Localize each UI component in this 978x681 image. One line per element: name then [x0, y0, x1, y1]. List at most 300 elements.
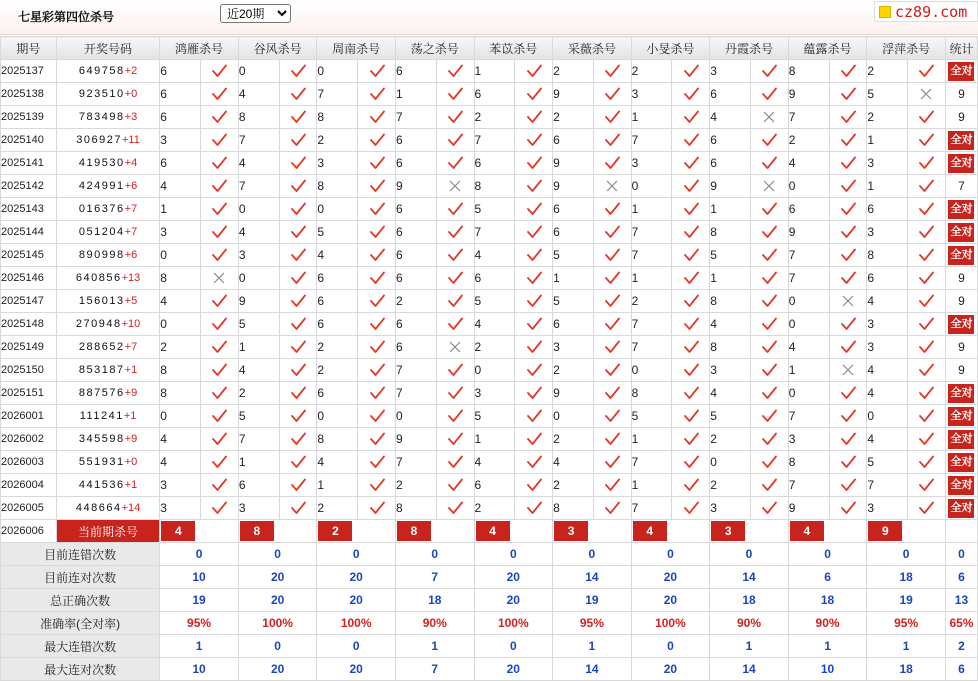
hit-mark-cell: [279, 382, 317, 405]
summary-value: 19: [160, 589, 239, 612]
check-icon: [290, 133, 306, 147]
hit-mark-cell: [593, 382, 631, 405]
hit-mark-cell: [593, 129, 631, 152]
kill-value-cell: 1: [160, 198, 201, 221]
table-row: [1, 152, 978, 175]
summary-label: 最大连错次数: [1, 635, 160, 658]
kill-value-cell: 6: [474, 474, 515, 497]
check-icon: [369, 225, 385, 239]
hit-mark-cell: [279, 267, 317, 290]
check-icon: [290, 87, 306, 101]
kill-value-cell: 6: [867, 267, 908, 290]
hit-mark-cell: [829, 451, 867, 474]
check-icon: [604, 317, 620, 331]
kill-value-cell: 1: [788, 359, 829, 382]
summary-value: 1: [867, 635, 946, 658]
kill-value-cell: 2: [788, 129, 829, 152]
check-icon: [526, 386, 542, 400]
all-right-badge: 全对: [948, 200, 974, 219]
current-kill-badge: 9: [868, 521, 902, 541]
draw-digits: 288652: [78, 341, 125, 353]
hit-mark-cell: [908, 474, 946, 497]
summary-label: 最大连对次数: [1, 658, 160, 681]
kill-value-cell: 5: [474, 405, 515, 428]
draw-digits: 424991: [78, 180, 125, 192]
kill-value-cell: 7: [631, 451, 672, 474]
summary-value: 20: [631, 566, 710, 589]
hit-mark-cell: [279, 244, 317, 267]
summary-value: 20: [317, 658, 396, 681]
miss-mark-cell: [750, 175, 788, 198]
current-kill-cell: [631, 520, 710, 543]
col-header-expert: 小旻杀号: [631, 37, 710, 60]
draw-sum: +9: [124, 433, 138, 445]
check-icon: [211, 386, 227, 400]
kill-value-cell: 3: [867, 497, 908, 520]
kill-value-cell: 3: [160, 497, 201, 520]
hit-mark-cell: [908, 198, 946, 221]
hit-mark-cell: [358, 382, 396, 405]
kill-value-cell: 7: [788, 106, 829, 129]
hit-mark-cell: [908, 106, 946, 129]
hit-mark-cell: [358, 83, 396, 106]
summary-value: 20: [238, 566, 317, 589]
hit-mark-cell: [908, 382, 946, 405]
current-kill-cell: [788, 520, 867, 543]
kill-value-cell: 3: [317, 152, 358, 175]
kill-value-cell: 6: [317, 313, 358, 336]
check-icon: [290, 64, 306, 78]
check-icon: [369, 340, 385, 354]
check-icon: [604, 340, 620, 354]
kill-value-cell: 7: [788, 267, 829, 290]
hit-mark-cell: [672, 405, 710, 428]
kill-value-cell: 4: [238, 359, 279, 382]
draw-digits: 853187: [78, 364, 125, 376]
summary-value: 0: [317, 543, 396, 566]
check-icon: [526, 133, 542, 147]
hit-mark-cell: [593, 60, 631, 83]
check-icon: [840, 64, 856, 78]
hit-mark-cell: [515, 497, 553, 520]
current-kill-badge: 8: [397, 521, 431, 541]
check-icon: [683, 225, 699, 239]
hit-mark-cell: [672, 382, 710, 405]
draw-number-cell: [56, 313, 159, 336]
kill-value-cell: 0: [553, 405, 594, 428]
summary-value: 0: [631, 635, 710, 658]
draw-digits: 306927: [76, 134, 122, 146]
hit-mark-cell: [436, 474, 474, 497]
kill-value-cell: 3: [553, 336, 594, 359]
check-icon: [526, 317, 542, 331]
check-icon: [840, 133, 856, 147]
check-icon: [290, 340, 306, 354]
hit-mark-cell: [672, 129, 710, 152]
kill-value-cell: 9: [710, 175, 751, 198]
hit-mark-cell: [908, 336, 946, 359]
hit-mark-cell: [279, 129, 317, 152]
check-icon: [526, 432, 542, 446]
check-icon: [683, 248, 699, 262]
check-icon: [761, 248, 777, 262]
hit-mark-cell: [750, 60, 788, 83]
kill-value-cell: 2: [631, 290, 672, 313]
hit-mark-cell: [593, 83, 631, 106]
col-header-expert: 苯苡杀号: [474, 37, 553, 60]
hit-mark-cell: [201, 152, 239, 175]
miss-mark-cell: [593, 175, 631, 198]
hit-mark-cell: [593, 198, 631, 221]
col-header-expert: 鸿雁杀号: [160, 37, 239, 60]
draw-sum: +6: [124, 180, 138, 192]
kill-value-cell: 7: [238, 129, 279, 152]
kill-value-cell: 4: [710, 382, 751, 405]
hit-mark-cell: [358, 497, 396, 520]
stat-cell: [945, 313, 977, 336]
summary-value: 95%: [160, 612, 239, 635]
stat-cell: [945, 106, 977, 129]
hit-mark-cell: [436, 382, 474, 405]
summary-value: 19: [867, 589, 946, 612]
hit-mark-cell: [750, 336, 788, 359]
check-icon: [683, 501, 699, 515]
stat-value: 9: [958, 363, 965, 377]
summary-value: 20: [317, 566, 396, 589]
check-icon: [526, 363, 542, 377]
all-right-badge: 全对: [948, 407, 974, 426]
kill-value-cell: 2: [395, 474, 436, 497]
check-icon: [290, 386, 306, 400]
summary-stat-value: 65%: [945, 612, 977, 635]
kill-value-cell: 9: [553, 175, 594, 198]
hit-mark-cell: [279, 405, 317, 428]
issue-cell: 2025141: [1, 152, 57, 175]
current-kill-cell: [238, 520, 317, 543]
summary-value: 0: [788, 543, 867, 566]
hit-mark-cell: [593, 267, 631, 290]
summary-value: 14: [553, 566, 632, 589]
issue-cell: 2025142: [1, 175, 57, 198]
hit-mark-cell: [201, 359, 239, 382]
hit-mark-cell: [279, 175, 317, 198]
hit-mark-cell: [908, 313, 946, 336]
check-icon: [840, 156, 856, 170]
summary-stat-value: 6: [945, 566, 977, 589]
draw-sum: +11: [121, 134, 140, 146]
stat-value: 7: [958, 179, 965, 193]
hit-mark-cell: [672, 474, 710, 497]
kill-value-cell: 0: [238, 60, 279, 83]
hit-mark-cell: [672, 244, 710, 267]
kill-value-cell: 6: [395, 221, 436, 244]
check-icon: [918, 64, 934, 78]
cross-icon: [841, 363, 855, 377]
hit-mark-cell: [201, 60, 239, 83]
check-icon: [683, 386, 699, 400]
hit-mark-cell: [515, 382, 553, 405]
issue-cell: 2025138: [1, 83, 57, 106]
cross-icon: [762, 110, 776, 124]
check-icon: [447, 110, 463, 124]
check-icon: [526, 501, 542, 515]
hit-mark-cell: [279, 60, 317, 83]
kill-value-cell: 6: [395, 244, 436, 267]
kill-value-cell: 6: [395, 267, 436, 290]
check-icon: [761, 87, 777, 101]
check-icon: [447, 202, 463, 216]
stat-value: 9: [958, 294, 965, 308]
kill-value-cell: 0: [238, 198, 279, 221]
check-icon: [683, 133, 699, 147]
check-icon: [369, 110, 385, 124]
check-icon: [840, 225, 856, 239]
issue-cell: 2025140: [1, 129, 57, 152]
check-icon: [526, 156, 542, 170]
kill-value-cell: 2: [867, 60, 908, 83]
table-row: [1, 83, 978, 106]
issue-cell: 2025149: [1, 336, 57, 359]
check-icon: [918, 501, 934, 515]
check-icon: [683, 455, 699, 469]
check-icon: [604, 271, 620, 285]
check-icon: [526, 455, 542, 469]
kill-value-cell: 2: [710, 428, 751, 451]
hit-mark-cell: [279, 497, 317, 520]
summary-value: 10: [788, 658, 867, 681]
kill-value-cell: 2: [553, 359, 594, 382]
kill-value-cell: 3: [238, 497, 279, 520]
hit-mark-cell: [201, 106, 239, 129]
check-icon: [369, 156, 385, 170]
check-icon: [526, 294, 542, 308]
kill-value-cell: 3: [788, 428, 829, 451]
draw-digits: 640856: [75, 272, 122, 284]
check-icon: [290, 294, 306, 308]
hit-mark-cell: [515, 244, 553, 267]
hit-mark-cell: [593, 106, 631, 129]
hit-mark-cell: [829, 497, 867, 520]
kill-value-cell: 5: [553, 244, 594, 267]
current-kill-cell: [474, 520, 553, 543]
kill-value-cell: 0: [710, 451, 751, 474]
col-header-draw: 开奖号码: [56, 37, 159, 60]
check-icon: [840, 340, 856, 354]
hit-mark-cell: [201, 290, 239, 313]
stat-cell: [945, 359, 977, 382]
check-icon: [604, 225, 620, 239]
summary-stat-value: 0: [945, 543, 977, 566]
draw-number-cell: [56, 474, 159, 497]
kill-value-cell: 1: [867, 175, 908, 198]
check-icon: [211, 294, 227, 308]
kill-value-cell: 3: [631, 152, 672, 175]
draw-number-cell: [56, 359, 159, 382]
hit-mark-cell: [593, 359, 631, 382]
check-icon: [369, 432, 385, 446]
draw-sum: +1: [124, 479, 138, 491]
kill-value-cell: 7: [395, 359, 436, 382]
kill-value-cell: 1: [867, 129, 908, 152]
summary-value: 0: [553, 543, 632, 566]
stat-cell: [945, 336, 977, 359]
hit-mark-cell: [436, 106, 474, 129]
kill-value-cell: 3: [474, 382, 515, 405]
kill-value-cell: 6: [553, 221, 594, 244]
table-row: [1, 106, 978, 129]
hit-mark-cell: [436, 405, 474, 428]
kill-value-cell: 1: [631, 474, 672, 497]
kill-value-cell: 2: [474, 497, 515, 520]
all-right-badge: 全对: [948, 315, 974, 334]
check-icon: [290, 317, 306, 331]
cross-icon: [762, 179, 776, 193]
check-icon: [290, 156, 306, 170]
hit-mark-cell: [593, 244, 631, 267]
summary-value: 14: [553, 658, 632, 681]
kill-value-cell: 4: [553, 451, 594, 474]
hit-mark-cell: [750, 405, 788, 428]
hit-mark-cell: [515, 405, 553, 428]
hit-mark-cell: [672, 497, 710, 520]
draw-number-cell: [56, 244, 159, 267]
kill-value-cell: 0: [395, 405, 436, 428]
check-icon: [683, 340, 699, 354]
hit-mark-cell: [750, 313, 788, 336]
summary-value: 0: [474, 543, 553, 566]
draw-digits: 051204: [78, 226, 125, 238]
kill-value-cell: 6: [317, 267, 358, 290]
current-kill-cell: [553, 520, 632, 543]
draw-sum: +1: [124, 364, 138, 376]
summary-label: 总正确次数: [1, 589, 160, 612]
summary-value: 6: [788, 566, 867, 589]
kill-value-cell: 0: [317, 405, 358, 428]
summary-value: 0: [238, 543, 317, 566]
hit-mark-cell: [672, 221, 710, 244]
check-icon: [290, 409, 306, 423]
hit-mark-cell: [279, 428, 317, 451]
kill-value-cell: 1: [553, 267, 594, 290]
hit-mark-cell: [436, 83, 474, 106]
check-icon: [604, 432, 620, 446]
check-icon: [211, 64, 227, 78]
current-kill-cell: [710, 520, 789, 543]
kill-value-cell: 8: [788, 60, 829, 83]
check-icon: [683, 87, 699, 101]
kill-value-cell: 5: [631, 405, 672, 428]
kill-value-cell: 0: [160, 313, 201, 336]
check-icon: [211, 455, 227, 469]
draw-sum: +6: [124, 249, 138, 261]
summary-label: 目前连对次数: [1, 566, 160, 589]
hit-mark-cell: [829, 267, 867, 290]
summary-value: 0: [710, 543, 789, 566]
draw-number-cell: [56, 290, 159, 313]
hit-mark-cell: [515, 474, 553, 497]
kill-value-cell: 7: [788, 474, 829, 497]
issue-cell: 2025145: [1, 244, 57, 267]
kill-value-cell: 4: [867, 382, 908, 405]
kill-value-cell: 9: [553, 152, 594, 175]
kill-value-cell: 4: [788, 152, 829, 175]
cross-icon: [605, 179, 619, 193]
current-kill-cell: [867, 520, 946, 543]
check-icon: [369, 478, 385, 492]
hit-mark-cell: [672, 428, 710, 451]
kill-value-cell: 6: [395, 336, 436, 359]
hit-mark-cell: [358, 198, 396, 221]
summary-value: 95%: [553, 612, 632, 635]
hit-mark-cell: [201, 405, 239, 428]
hit-mark-cell: [908, 244, 946, 267]
hit-mark-cell: [201, 428, 239, 451]
check-icon: [761, 202, 777, 216]
summary-value: 100%: [317, 612, 396, 635]
check-icon: [604, 248, 620, 262]
check-icon: [604, 133, 620, 147]
check-icon: [211, 110, 227, 124]
summary-row: [1, 658, 978, 681]
kill-value-cell: 9: [395, 428, 436, 451]
kill-value-cell: 5: [867, 451, 908, 474]
hit-mark-cell: [201, 175, 239, 198]
check-icon: [918, 317, 934, 331]
draw-number-cell: [56, 497, 159, 520]
hit-mark-cell: [279, 359, 317, 382]
issue-cell: 2025137: [1, 60, 57, 83]
check-icon: [604, 294, 620, 308]
cross-icon: [448, 179, 462, 193]
hit-mark-cell: [829, 313, 867, 336]
kill-value-cell: 2: [631, 60, 672, 83]
kill-value-cell: 6: [160, 152, 201, 175]
summary-stat-value: 2: [945, 635, 977, 658]
current-kill-badge: 4: [790, 521, 824, 541]
kill-value-cell: 2: [317, 497, 358, 520]
kill-value-cell: 7: [238, 428, 279, 451]
current-kill-badge: 4: [633, 521, 667, 541]
kill-value-cell: 4: [867, 290, 908, 313]
all-right-badge: 全对: [948, 131, 974, 150]
hit-mark-cell: [908, 152, 946, 175]
kill-value-cell: 2: [553, 60, 594, 83]
check-icon: [683, 363, 699, 377]
hit-mark-cell: [829, 336, 867, 359]
kill-value-cell: 7: [317, 83, 358, 106]
check-icon: [918, 432, 934, 446]
kill-value-cell: 6: [395, 129, 436, 152]
hit-mark-cell: [515, 290, 553, 313]
hit-mark-cell: [750, 359, 788, 382]
kill-value-cell: 3: [710, 359, 751, 382]
draw-sum: +4: [124, 157, 138, 169]
check-icon: [683, 156, 699, 170]
period-select[interactable]: [220, 4, 291, 23]
site-brand-logo[interactable]: [874, 1, 978, 22]
check-icon: [918, 409, 934, 423]
kill-value-cell: 8: [867, 244, 908, 267]
table-header-row: [1, 37, 978, 60]
kill-value-cell: 0: [160, 405, 201, 428]
kill-value-cell: 8: [631, 382, 672, 405]
current-kill-cell: [160, 520, 239, 543]
check-icon: [211, 225, 227, 239]
hit-mark-cell: [515, 267, 553, 290]
check-icon: [290, 179, 306, 193]
check-icon: [447, 156, 463, 170]
check-icon: [604, 363, 620, 377]
